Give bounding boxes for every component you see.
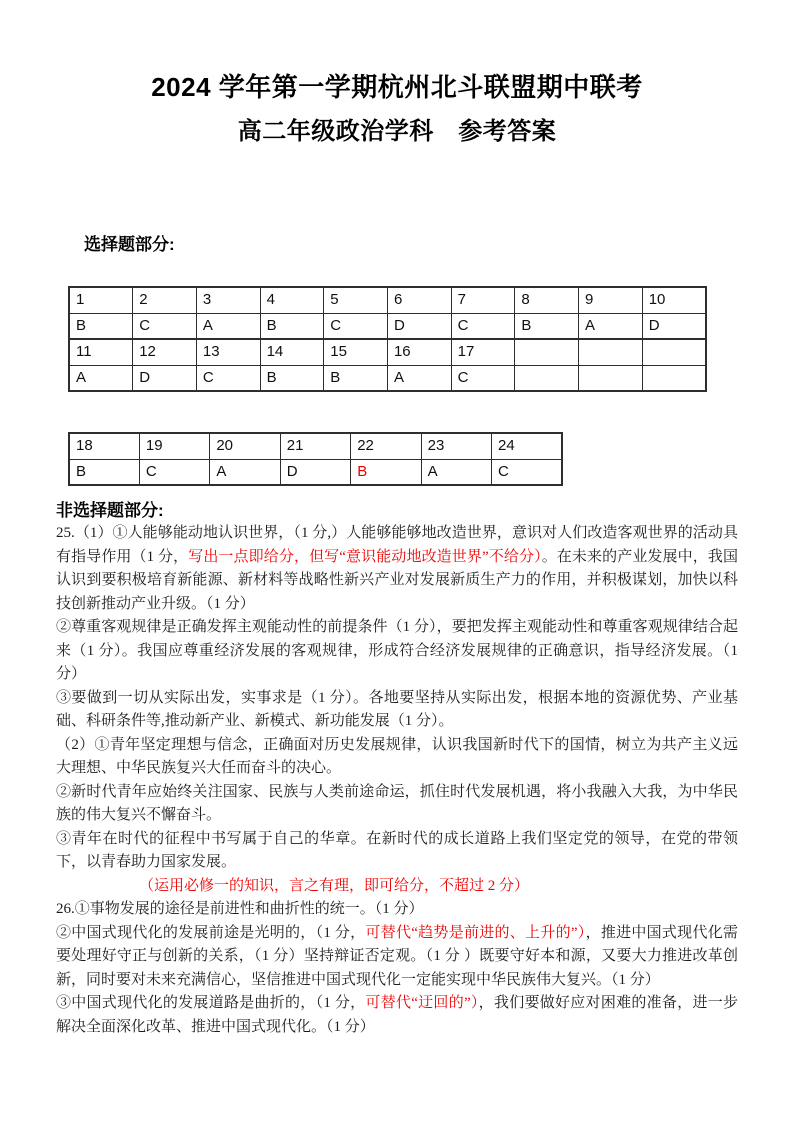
- answer-cell: D: [133, 365, 197, 391]
- answer-cell: [642, 339, 706, 365]
- answer-table-row: [69, 365, 706, 391]
- answer-cell: B: [324, 365, 388, 391]
- answer-cell: C: [133, 313, 197, 339]
- answer-cell: B: [351, 459, 421, 485]
- answer-cell: C: [451, 365, 515, 391]
- answer-cell: 24: [492, 433, 562, 459]
- answer-cell: C: [196, 365, 260, 391]
- answer-cell: 7: [451, 287, 515, 313]
- text-segment: ，我们要做好应对困难的准备，进一步解决全面深化改革、推进中国式现代化。（1 分）: [56, 995, 738, 1035]
- answer-cell: 21: [280, 433, 350, 459]
- answer-table-row: [69, 313, 706, 339]
- answer-q25-paragraph-4: [56, 734, 738, 781]
- text-segment: ②新时代青年应始终关注国家、民族与人类前途命运，抓住时代发展机遇，将小我融入大我，为中华民族的伟大复兴不懈奋斗。: [56, 783, 738, 823]
- answer-q25-paragraph-5: [56, 781, 738, 828]
- answer-table-2: [68, 432, 563, 486]
- answer-cell: C: [139, 459, 209, 485]
- answer-table-row: [69, 287, 706, 313]
- answer-cell: 8: [515, 287, 579, 313]
- section-heading-non-choice: 非选择题部分:: [56, 501, 164, 520]
- red-grading-text: 写出一点即给分，但写“意识能动地改造世界”不给分）: [188, 548, 542, 565]
- answer-cell: 5: [324, 287, 388, 313]
- answer-cell: 11: [69, 339, 133, 365]
- answer-cell: B: [69, 459, 139, 485]
- answer-cell: [515, 339, 579, 365]
- text-segment: ②尊重客观规律是正确发挥主观能动性的前提条件（1 分），要把发挥主观能动性和尊重客观规律结合起来（1 分）。我国应尊重经济发展的客观规律，形成符合经济发展规律的正确意识，指导经济发展。（1 分）: [56, 619, 738, 682]
- text-segment: ③中国式现代化的发展道路是曲折的，（1 分，: [56, 995, 366, 1011]
- answer-cell: 14: [260, 339, 324, 365]
- answer-cell: 9: [579, 287, 643, 313]
- answer-cell: D: [280, 459, 350, 485]
- text-segment: ，推进中国式现代化需要处理好守正与创新的关系，（1 分）坚持辩证否定观。（1 分 ）既要守好本和源，又要大力推进改革创新，同时要对未来充满信心，坚信推进中国式现代化一定能实现中华民族伟大复兴。（1 分）: [56, 924, 738, 988]
- red-grading-text: （运用必修一的知识，言之有理，即可给分，不超过 2 分）: [139, 877, 530, 894]
- answer-cell: 12: [133, 339, 197, 365]
- answer-q26-paragraph-1: [56, 898, 738, 922]
- answer-cell: B: [260, 313, 324, 339]
- grading-note: [56, 875, 738, 899]
- answer-cell: 2: [133, 287, 197, 313]
- answer-cell: 6: [387, 287, 451, 313]
- answer-table-1: [68, 286, 707, 392]
- red-grading-text: 可替代“趋势是前进的、上升的”）: [365, 924, 586, 941]
- answer-cell: A: [421, 459, 491, 485]
- answer-q25-paragraph-3: [56, 687, 738, 734]
- page-subtitle: 高二年级政治学科 参考答案: [237, 118, 557, 145]
- text-segment: ②中国式现代化的发展前途是光明的，（1 分，: [56, 924, 366, 941]
- text-segment: 。在未来的产业发展中，我国认识到要积极培育新能源、新材料等战略性新兴产业对发展新质生产力的作用，并积极谋划，加快以科技创新推动产业升级。（1 分）: [56, 548, 738, 612]
- answer-cell: 19: [139, 433, 209, 459]
- answer-table-row: [69, 339, 706, 365]
- answer-cell: 22: [351, 433, 421, 459]
- answer-cell: 16: [387, 339, 451, 365]
- answer-cell: [515, 365, 579, 391]
- section-heading-choice: 选择题部分:: [84, 235, 175, 254]
- answer-cell: 15: [324, 339, 388, 365]
- answer-cell: A: [69, 365, 133, 391]
- answer-cell: B: [260, 365, 324, 391]
- answer-cell: 10: [642, 287, 706, 313]
- answer-table-2-body: [69, 433, 562, 485]
- answer-cell: 1: [69, 287, 133, 313]
- page-title: 2024 学年第一学期杭州北斗联盟期中联考: [151, 72, 643, 102]
- answer-q25-paragraph-6: [56, 828, 738, 875]
- red-grading-text: 可替代“迂回的”）: [365, 995, 479, 1011]
- answer-cell: C: [324, 313, 388, 339]
- answer-cell: 20: [210, 433, 280, 459]
- answer-cell: [642, 365, 706, 391]
- answer-cell: 13: [196, 339, 260, 365]
- answer-cell: B: [69, 313, 133, 339]
- answer-cell: 17: [451, 339, 515, 365]
- answer-cell: 4: [260, 287, 324, 313]
- answer-cell: D: [387, 313, 451, 339]
- answer-cell: [579, 339, 643, 365]
- text-segment: ③青年在时代的征程中书写属于自己的华章。在新时代的成长道路上我们坚定党的领导，在党的带领下，以青春助力国家发展。: [56, 830, 738, 870]
- answer-q26-paragraph-3: [56, 992, 738, 1039]
- text-segment: ③要做到一切从实际出发，实事求是（1 分）。各地要坚持从实际出发，根据本地的资源优势、产业基础、科研条件等,推动新产业、新模式、新功能发展（1 分）。: [56, 689, 738, 729]
- text-segment: 25.（1）①人能够能动地认识世界，（1 分,）人能够能够地改造世界，意识对人们改造客观世界的活动具有指导作用（1 分，: [56, 525, 738, 565]
- answer-q25-paragraph-2: [56, 616, 738, 687]
- text-segment: （2）①青年坚定理想与信念，正确面对历史发展规律，认识我国新时代下的国情，树立为共产主义远大理想、中华民族复兴大任而奋斗的决心。: [56, 736, 738, 776]
- answer-cell: B: [515, 313, 579, 339]
- answer-cell: A: [196, 313, 260, 339]
- answer-cell: 23: [421, 433, 491, 459]
- answer-cell: A: [579, 313, 643, 339]
- answer-q26-paragraph-2: [56, 922, 738, 993]
- answer-table-row: [69, 459, 562, 485]
- text-segment: 26.①事物发展的途径是前进性和曲折性的统一。（1 分）: [56, 901, 424, 917]
- answer-cell: A: [387, 365, 451, 391]
- answer-cell: [579, 365, 643, 391]
- answer-cell: C: [451, 313, 515, 339]
- answer-cell: 3: [196, 287, 260, 313]
- answer-q25-paragraph-1: [56, 522, 738, 616]
- answer-cell: A: [210, 459, 280, 485]
- answer-table-1-body: [69, 287, 706, 391]
- answer-cell: D: [642, 313, 706, 339]
- answer-cell: C: [492, 459, 562, 485]
- answer-cell: 18: [69, 433, 139, 459]
- answer-table-row: [69, 433, 562, 459]
